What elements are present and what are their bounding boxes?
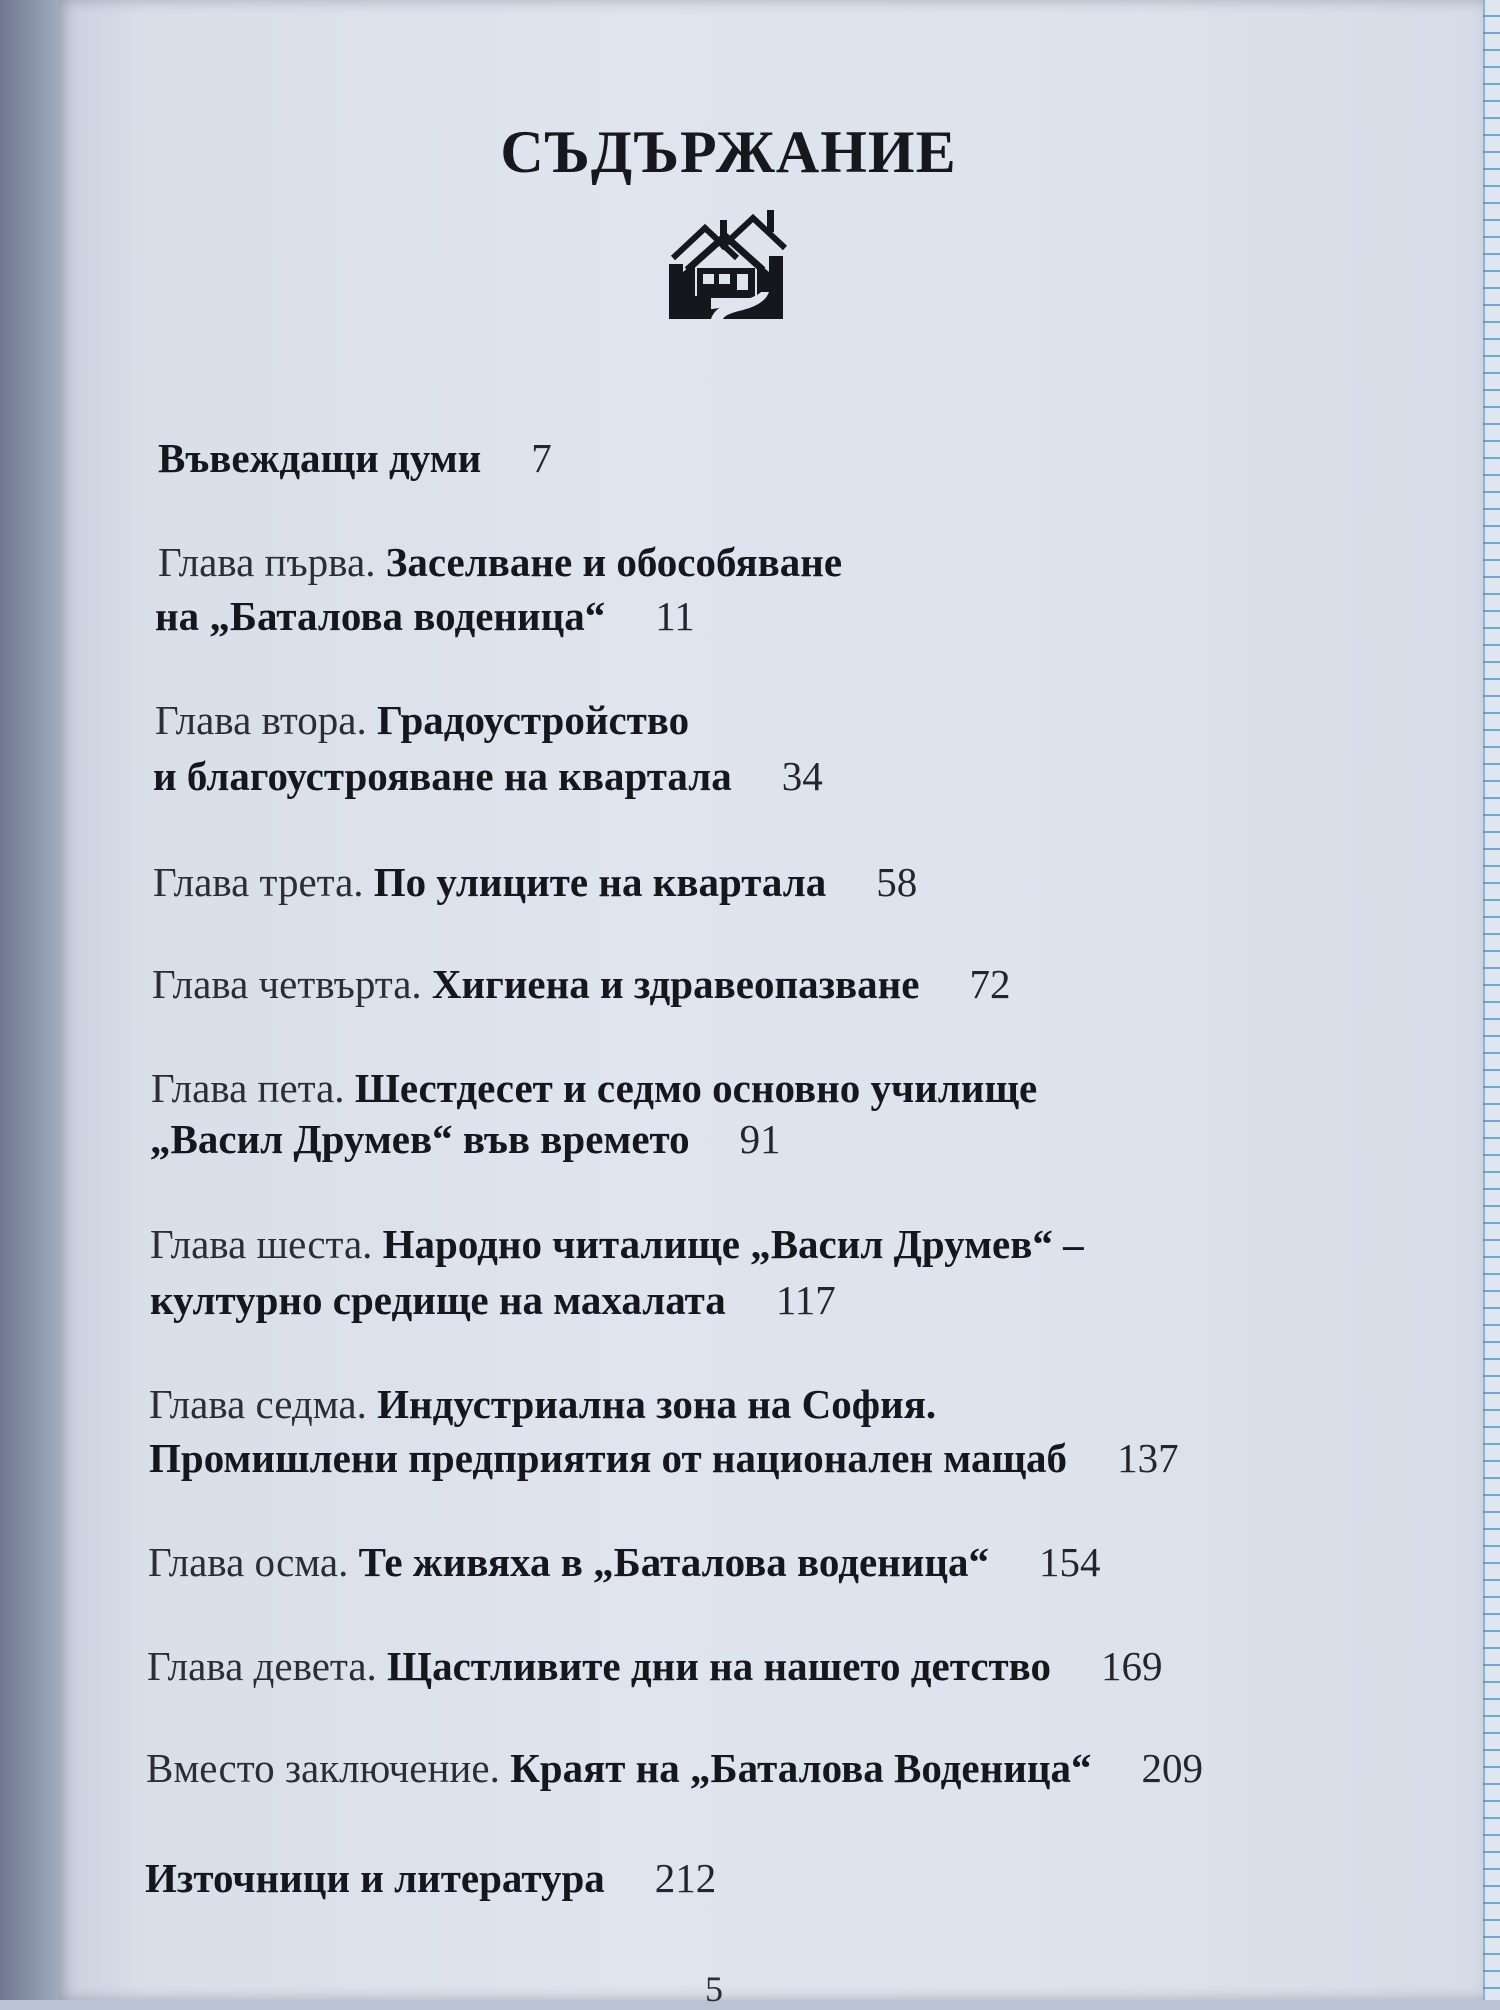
toc-entry xyxy=(155,694,689,746)
entry-page-number: 72 xyxy=(969,961,1011,1007)
entry-page-number: 209 xyxy=(1141,1745,1203,1791)
entry-title: Промишлени предприятия от национален мащаб xyxy=(149,1435,1068,1481)
entry-page-number: 11 xyxy=(655,593,695,639)
entry-page-number: 7 xyxy=(531,435,552,481)
chapter-label: Глава пета. xyxy=(151,1065,345,1111)
entry-title: Заселване и обособяване xyxy=(385,539,843,585)
toc-entry-continuation xyxy=(150,1113,781,1165)
toc-entry xyxy=(146,1742,1203,1794)
entry-title: Щастливите дни на нашето детство xyxy=(387,1643,1052,1689)
entry-page-number: 91 xyxy=(739,1116,781,1162)
entry-title: културно средище на махалата xyxy=(150,1277,726,1323)
entry-page-number: 34 xyxy=(781,753,823,799)
entry-page-number: 117 xyxy=(775,1277,836,1323)
chapter-label: Глава трета. xyxy=(153,859,364,905)
toc-entry xyxy=(152,958,1011,1010)
chapter-label: Глава девета. xyxy=(147,1643,377,1689)
chapter-label: Глава шеста. xyxy=(150,1221,373,1267)
entry-page-number: 154 xyxy=(1039,1539,1101,1585)
toc-entry xyxy=(150,1218,1084,1270)
entry-title: По улиците на квартала xyxy=(373,859,827,905)
chapter-label: Глава втора. xyxy=(155,697,367,743)
toc-entry xyxy=(149,1378,936,1430)
toc-entry-continuation xyxy=(150,1274,836,1326)
toc-entry xyxy=(153,856,917,908)
toc-entry xyxy=(145,1852,716,1904)
chapter-label: Глава първа. xyxy=(158,539,376,585)
entry-title: Въвеждащи думи xyxy=(158,435,482,481)
toc-entry xyxy=(151,1062,1037,1114)
entry-page-number: 212 xyxy=(654,1855,717,1901)
page-number: 5 xyxy=(705,1969,723,2009)
entry-page-number: 169 xyxy=(1101,1643,1163,1689)
toc-entry xyxy=(158,536,842,588)
entry-title: Хигиена и здравеопазване xyxy=(431,961,920,1007)
entry-title: Краят на „Баталова Воденица“ xyxy=(510,1745,1092,1791)
page-title: СЪДЪРЖАНИЕ xyxy=(500,119,957,185)
entry-title: Шестдесет и седмо основно училище xyxy=(354,1065,1038,1111)
entry-title: и благоустрояване на квартала xyxy=(153,753,732,799)
entry-title: Народно читалище „Васил Друмев“ – xyxy=(382,1221,1084,1267)
toc-entry xyxy=(148,1536,1101,1588)
entry-title: Те живяха в „Баталова воденица“ xyxy=(358,1539,990,1585)
chapter-label: Глава седма. xyxy=(149,1381,367,1427)
entry-title: Градоустройство xyxy=(376,697,690,743)
chapter-label: Вместо заключение. xyxy=(146,1745,500,1791)
entry-title: на „Баталова воденица“ xyxy=(155,593,606,639)
entry-title: Източници и литература xyxy=(145,1855,605,1901)
chapter-label: Глава осма. xyxy=(148,1539,349,1585)
toc-entry-continuation xyxy=(153,750,823,802)
toc-entry-continuation xyxy=(155,590,695,642)
toc-entry-continuation xyxy=(149,1432,1179,1484)
chapter-label: Глава четвърта. xyxy=(152,961,422,1007)
entry-title: „Васил Друмев“ във времето xyxy=(150,1116,690,1162)
entry-page-number: 137 xyxy=(1117,1435,1179,1481)
toc-entry xyxy=(158,432,552,484)
toc-entry xyxy=(147,1640,1163,1692)
entry-page-number: 58 xyxy=(876,859,918,905)
entry-title: Индустриална зона на София. xyxy=(377,1381,937,1427)
